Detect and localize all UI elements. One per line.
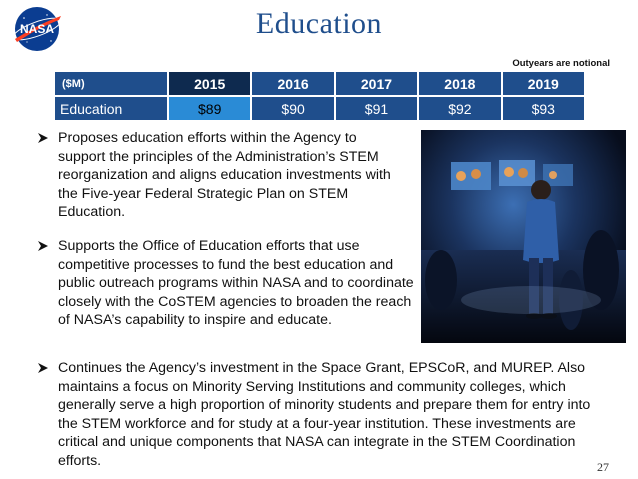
slide-title: Education bbox=[255, 7, 383, 40]
logo-wordmark: NASA bbox=[19, 22, 55, 36]
cell-2017: $91 bbox=[336, 97, 417, 120]
arrow-bullet-icon bbox=[36, 237, 50, 255]
cell-2018: $92 bbox=[419, 97, 500, 120]
bullet-item bbox=[36, 359, 606, 470]
page-number: 27 bbox=[597, 460, 609, 474]
column-header-2017: 2017 bbox=[336, 72, 417, 95]
column-header-2018: 2018 bbox=[419, 72, 500, 95]
bullet-text: Supports the Office of Education efforts that use competitive processes to fund the best education and public outreach programs within NASA and to coordinate closely with the CoSTEM agencies to broaden the reach of NASA’s capability to inspire and educate. bbox=[58, 238, 414, 328]
bullet-text: Continues the Agency’s investment in the Space Grant, EPSCoR, and MUREP. Also maintains a focus on Minority Serving Institutions and community colleges, which generally serve a high proportion of minority students and prepare them for entry into the STEM workforce and for study at a four-year institution. These investments are critical and unique components that NASA can integrate in the STEM Coordination efforts. bbox=[58, 360, 591, 469]
row-label-education: Education bbox=[55, 97, 167, 120]
bullet-text: Proposes education efforts within the Agency to support the principles of the Administration’s STEM reorganization and aligns education investments with the Five-year Federal Strategic Plan on STEM Education. bbox=[58, 130, 391, 220]
column-header-2016: 2016 bbox=[252, 72, 333, 95]
arrow-bullet-icon bbox=[36, 129, 50, 147]
cell-2019: $93 bbox=[503, 97, 584, 120]
cell-2016: $90 bbox=[252, 97, 333, 120]
cell-2015: $89 bbox=[169, 97, 250, 120]
table-header-row bbox=[55, 72, 584, 95]
bullet-item bbox=[36, 129, 406, 222]
arrow-bullet-icon bbox=[36, 359, 50, 377]
column-header-2015: 2015 bbox=[169, 72, 250, 95]
column-header-2019: 2019 bbox=[503, 72, 584, 95]
bullet-item bbox=[36, 237, 416, 330]
table-row bbox=[55, 97, 584, 120]
outyears-note: Outyears are notional bbox=[512, 58, 610, 69]
budget-table bbox=[53, 70, 586, 122]
column-header-units: ($M) bbox=[55, 72, 167, 95]
education-event-photo bbox=[421, 130, 626, 343]
